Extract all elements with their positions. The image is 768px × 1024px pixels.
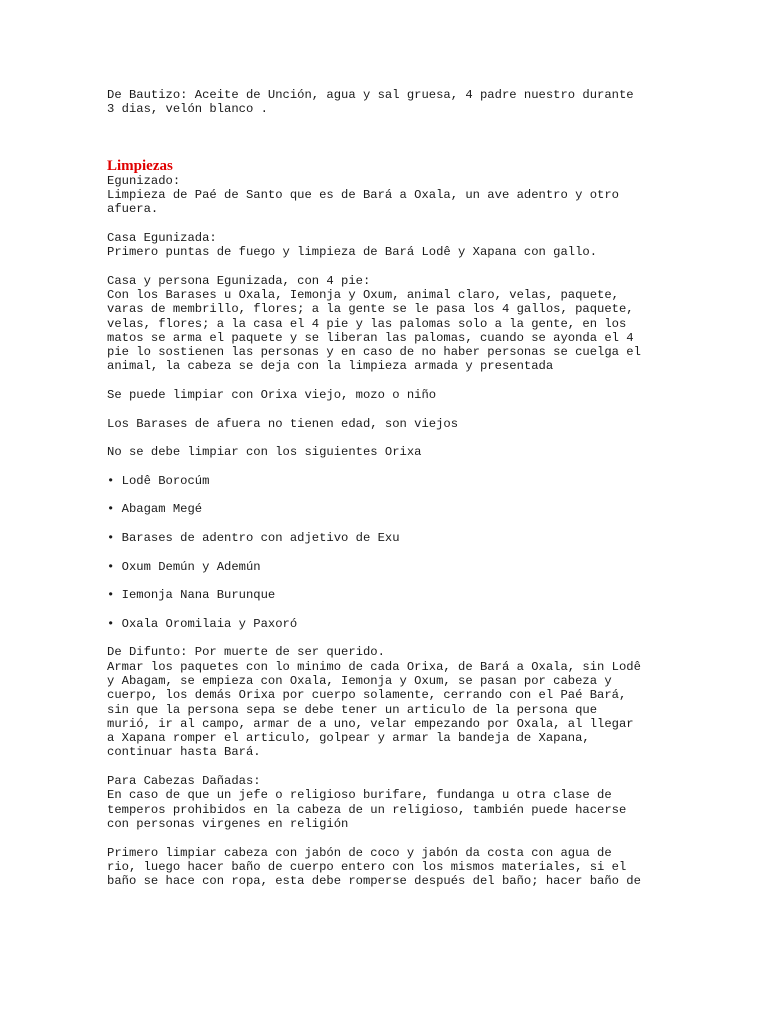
text-line: rio, luego hacer baño de cuerpo entero con los mismos materiales, si el — [107, 859, 627, 874]
text-line: De Bautizo: Aceite de Unción, agua y sal gruesa, 4 padre nuestro durante — [107, 88, 634, 102]
section-heading: Limpiezas — [107, 157, 173, 174]
difunto-paragraph — [107, 645, 768, 759]
barases-afuera-text: Los Barases de afuera no tienen edad, son viejos — [107, 416, 459, 431]
egunizado-paragraph — [107, 174, 768, 217]
list-item: • Abagam Megé — [107, 502, 203, 517]
no-se-debe-text: No se debe limpiar con los siguientes Orixa — [107, 445, 422, 460]
cabezas-paragraph — [107, 774, 768, 831]
list-item: • Oxum Demún y Ademún — [107, 559, 261, 574]
text-line: pie lo sostienen las personas y en caso de no haber personas se cuelga el — [107, 345, 641, 360]
text-line: Egunizado: — [107, 173, 181, 188]
text-line: 3 dias, velón blanco . — [107, 102, 268, 117]
primero-paragraph — [107, 846, 768, 889]
text-line: Primero limpiar cabeza con jabón de coco y jabón da costa con agua de — [107, 845, 612, 860]
text-line: y Abagam, se empieza con Oxala, Iemonja y Oxum, se pasan por cabeza y — [107, 673, 612, 688]
text-line: murió, ir al campo, armar de a uno, velar empezando por Oxala, al llegar — [107, 716, 634, 731]
text-line: continuar hasta Bará. — [107, 745, 261, 760]
text-line: Casa Egunizada: — [107, 230, 217, 245]
list-item: • Oxala Oromilaia y Paxoró — [107, 616, 298, 631]
list-item: • Lodê Borocúm — [107, 473, 210, 488]
text-line: con personas virgenes en religión — [107, 816, 349, 831]
text-line: Casa y persona Egunizada, con 4 pie: — [107, 273, 371, 288]
text-line: De Difunto: Por muerte de ser querido. — [107, 645, 385, 660]
text-line: cuerpo, los demás Orixa por cuerpo solamente, cerrando con el Paé Bará, — [107, 688, 627, 703]
text-line: temperos prohibidos en la cabeza de un religioso, también puede hacerse — [107, 802, 627, 817]
text-line: velas, flores; a la casa el 4 pie y las palomas solo a la gente, en los — [107, 316, 627, 331]
text-line: Limpieza de Paé de Santo que es de Bará a Oxala, un ave adentro y otro — [107, 187, 619, 202]
puede-limpiar-text: Se puede limpiar con Orixa viejo, mozo o niño — [107, 388, 437, 403]
text-line: baño se hace con ropa, esta debe romperse después del baño; hacer baño de — [107, 874, 641, 889]
text-line: Armar los paquetes con lo minimo de cada Orixa, de Bará a Oxala, sin Lodê — [107, 659, 641, 674]
bautizo-paragraph — [107, 88, 768, 117]
text-line: sin que la persona sepa se debe tener un articulo de la persona que — [107, 702, 598, 717]
text-line: En caso de que un jefe o religioso burifare, fundanga u otra clase de — [107, 788, 612, 803]
text-line: animal, la cabeza se deja con la limpieza armada y presentada — [107, 359, 554, 374]
list-item: • Iemonja Nana Burunque — [107, 588, 276, 603]
text-line: varas de membrillo, flores; a la gente se le pasa los 4 gallos, paquete, — [107, 302, 634, 317]
text-line: Con los Barases u Oxala, Iemonja y Oxum, animal claro, velas, paquete, — [107, 287, 619, 302]
text-line: matos se arma el paquete y se liberan las palomas, cuando se ayonda el 4 — [107, 330, 634, 345]
orixa-bullet-list — [107, 460, 768, 632]
list-item: • Barases de adentro con adjetivo de Exu — [107, 531, 400, 546]
casa-persona-paragraph — [107, 274, 768, 374]
text-line: Para Cabezas Dañadas: — [107, 774, 261, 789]
text-line: Primero puntas de fuego y limpieza de Bará Lodê y Xapana con gallo. — [107, 245, 598, 260]
text-line: a Xapana romper el articulo, golpear y armar la bandeja de Xapana, — [107, 731, 590, 746]
text-line: afuera. — [107, 202, 159, 217]
casa-egunizada-paragraph — [107, 231, 768, 260]
